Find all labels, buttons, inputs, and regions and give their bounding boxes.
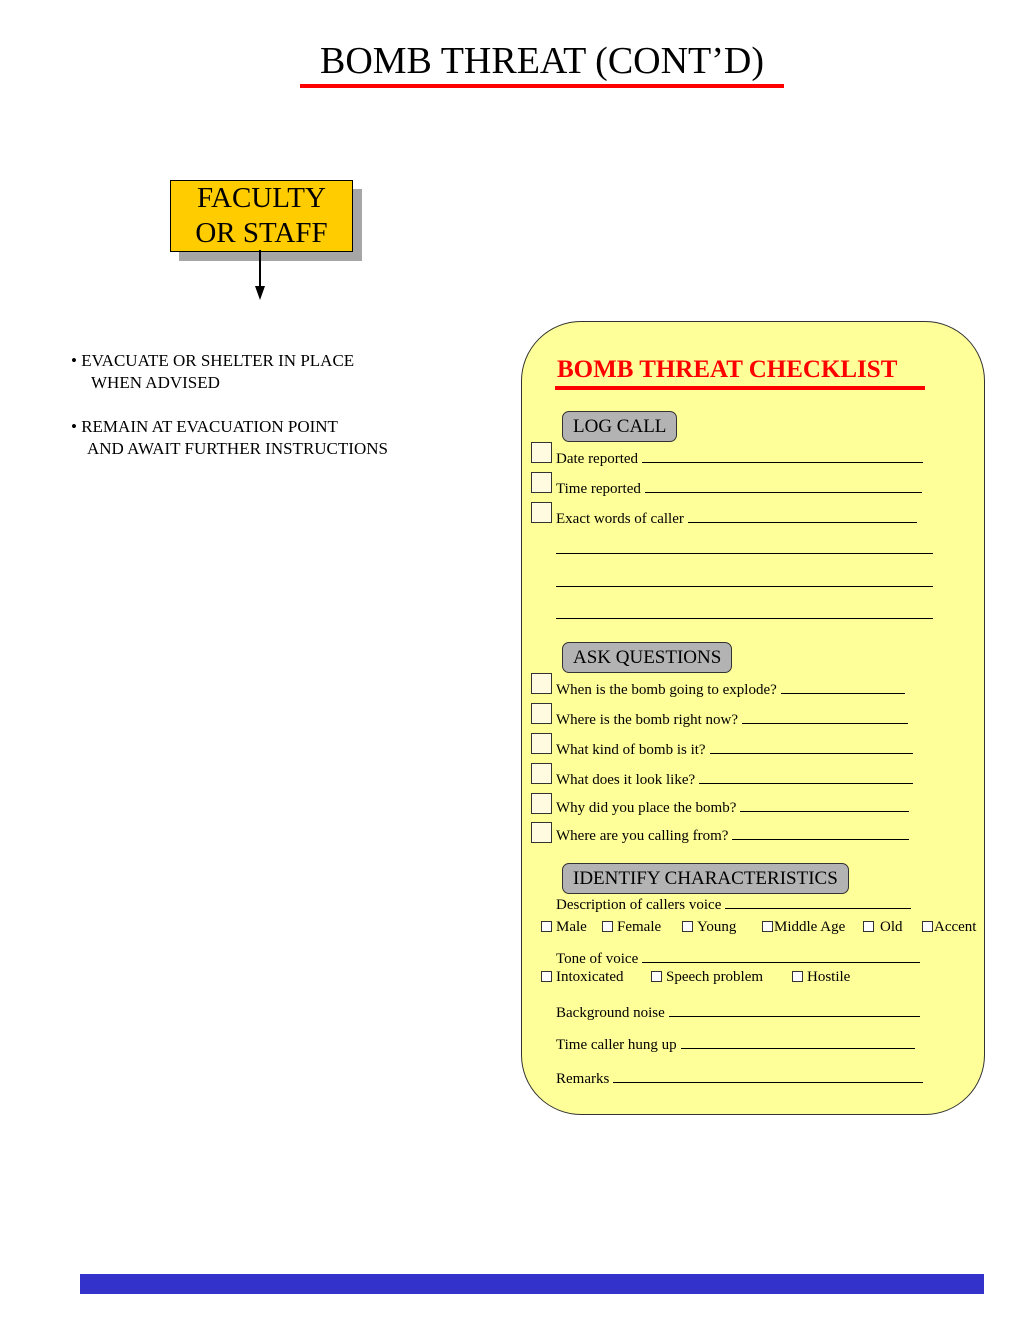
answer-field[interactable] (742, 709, 908, 724)
log-call-label: LOG CALL (562, 411, 677, 442)
answer-field[interactable] (740, 797, 909, 812)
time-hung-up-row: Time caller hung up (556, 1034, 915, 1054)
voice-option-female[interactable]: Female (602, 918, 661, 936)
question-checkbox[interactable] (531, 703, 552, 724)
question-checkbox[interactable] (531, 733, 552, 754)
remarks-row: Remarks (556, 1068, 923, 1088)
question-row: Where is the bomb right now? (556, 709, 908, 729)
checkbox[interactable] (762, 921, 773, 932)
voice-option-accent[interactable]: Accent (922, 918, 976, 936)
checkbox[interactable] (602, 921, 613, 932)
tone-option-hostile[interactable]: Hostile (792, 968, 850, 986)
time-reported-field[interactable] (645, 478, 922, 493)
question-row: When is the bomb going to explode? (556, 679, 905, 699)
bottom-bar (80, 1274, 984, 1294)
tone-of-voice-row: Tone of voice (556, 948, 920, 968)
checkbox[interactable] (541, 971, 552, 982)
voice-option-middle-age[interactable]: Middle Age (762, 918, 845, 936)
checkbox[interactable] (651, 971, 662, 982)
instruction-item: • EVACUATE OR SHELTER IN PLACE WHEN ADVISED (71, 351, 355, 392)
question-row: What kind of bomb is it? (556, 739, 913, 759)
exact-words-line[interactable] (556, 618, 933, 619)
ask-questions-label: ASK QUESTIONS (562, 642, 732, 673)
question-row: Why did you place the bomb? (556, 797, 909, 817)
faculty-box-line1: FACULTY (197, 182, 326, 214)
page-title: BOMB THREAT (CONT’D) (300, 38, 784, 88)
checkbox[interactable] (541, 921, 552, 932)
voice-option-old[interactable]: Old (863, 918, 903, 936)
answer-field[interactable] (710, 739, 913, 754)
tone-of-voice-field[interactable] (642, 948, 920, 963)
remarks-field[interactable] (613, 1068, 923, 1083)
time-hung-up-field[interactable] (681, 1034, 915, 1049)
voice-option-male[interactable]: Male (541, 918, 587, 936)
question-checkbox[interactable] (531, 793, 552, 814)
faculty-box-line2: OR STAFF (195, 217, 328, 249)
checkbox[interactable] (863, 921, 874, 932)
time-reported-checkbox[interactable] (531, 472, 552, 493)
exact-words-line[interactable] (556, 586, 933, 587)
background-noise-row: Background noise (556, 1002, 920, 1022)
question-checkbox[interactable] (531, 822, 552, 843)
background-noise-field[interactable] (669, 1002, 920, 1017)
question-checkbox[interactable] (531, 673, 552, 694)
answer-field[interactable] (781, 679, 905, 694)
identify-characteristics-label: IDENTIFY CHARACTERISTICS (562, 863, 849, 894)
checkbox[interactable] (682, 921, 693, 932)
date-reported-checkbox[interactable] (531, 442, 552, 463)
checkbox[interactable] (792, 971, 803, 982)
time-reported-row: Time reported (556, 478, 922, 498)
voice-description-row: Description of callers voice (556, 894, 911, 914)
tone-option-intoxicated[interactable]: Intoxicated (541, 968, 623, 986)
answer-field[interactable] (699, 769, 913, 784)
exact-words-line[interactable] (556, 553, 933, 554)
checkbox[interactable] (922, 921, 933, 932)
question-checkbox[interactable] (531, 763, 552, 784)
date-reported-row: Date reported (556, 448, 923, 468)
question-row: Where are you calling from? (556, 825, 909, 845)
voice-description-field[interactable] (725, 894, 911, 909)
exact-words-row: Exact words of caller (556, 508, 917, 528)
tone-option-speech-problem[interactable]: Speech problem (651, 968, 763, 986)
exact-words-field[interactable] (688, 508, 917, 523)
answer-field[interactable] (732, 825, 909, 840)
down-arrow-icon (252, 250, 268, 302)
instructions-list (71, 350, 388, 482)
checklist-title: BOMB THREAT CHECKLIST (555, 354, 925, 390)
faculty-staff-box (170, 180, 353, 252)
instruction-item: • REMAIN AT EVACUATION POINT AND AWAIT FURTHER INSTRUCTIONS (71, 417, 388, 458)
exact-words-checkbox[interactable] (531, 502, 552, 523)
date-reported-field[interactable] (642, 448, 923, 463)
voice-option-young[interactable]: Young (682, 918, 736, 936)
question-row: What does it look like? (556, 769, 913, 789)
